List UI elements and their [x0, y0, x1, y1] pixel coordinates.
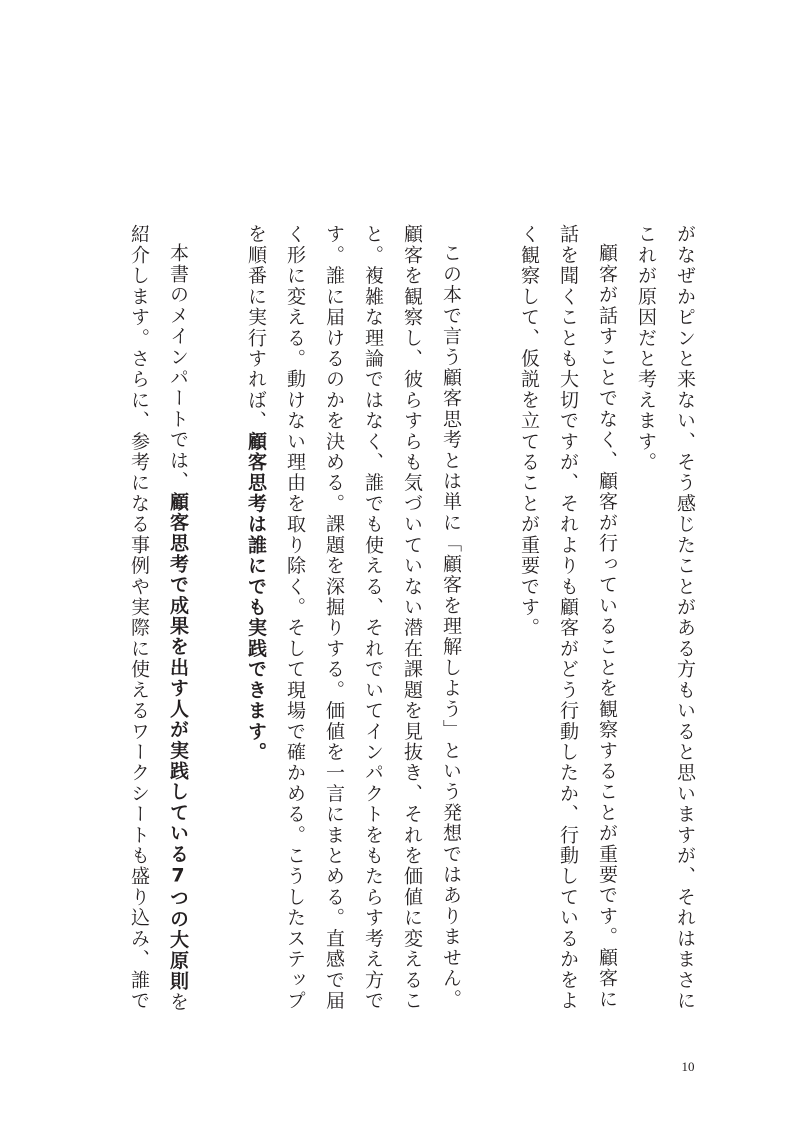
text-segment: 本書のメインパートでは、 [167, 243, 189, 492]
text-line: く観察して、仮説を立てることが重要です。 [518, 224, 540, 639]
body-text [119, 224, 704, 1024]
page-number: 10 [681, 1059, 695, 1074]
text-line: と。複雑な理論ではなく、誰でも使える、それでいてインパクトをもたらす考え方で [362, 224, 384, 1011]
text-line [158, 224, 197, 1024]
text-segment: を [167, 991, 189, 1013]
emphasis-text: 顧客思考は誰にでも実践できます。 [245, 431, 267, 763]
text-line: 顧客が話すことでなく、顧客が行っていることを観察することが重要です。顧客に [596, 243, 618, 1010]
paragraph-gap [470, 224, 509, 1024]
text-line: この本で言う顧客思考とは単に「顧客を理解しよう」という発想ではありません。 [440, 243, 462, 1010]
text-line [236, 224, 275, 1024]
paragraph-gap [197, 224, 236, 1024]
text-segment: を順番に実行すれば、 [245, 224, 267, 432]
emphasis-text: 顧客思考で成果を出す人が実践している7つの大原則 [167, 491, 189, 992]
text-line: がなぜかピンと来ない、そう感じたことがある方もいると思いますが、それはまさに [674, 224, 696, 1011]
text-line: 紹介します。さらに、参考になる事例や実際に使えるワークシートも盛り込み、誰で [128, 224, 150, 1011]
text-line: 話を聞くことも大切ですが、それよりも顧客がどう行動したか、行動しているかをよ [557, 224, 579, 1011]
text-line: す。誰に届けるのかを決める。課題を深掘りする。価値を一言にまとめる。直感で届 [323, 224, 345, 1011]
text-line: く形に変える。動けない理由を取り除く。そして現場で確かめる。こうしたステップ [284, 224, 306, 1011]
text-line: 顧客を観察し、彼らすらも気づいていない潜在課題を見抜き、それを価値に変えるこ [401, 224, 423, 1011]
text-line: これが原因だと考えます。 [635, 224, 657, 473]
